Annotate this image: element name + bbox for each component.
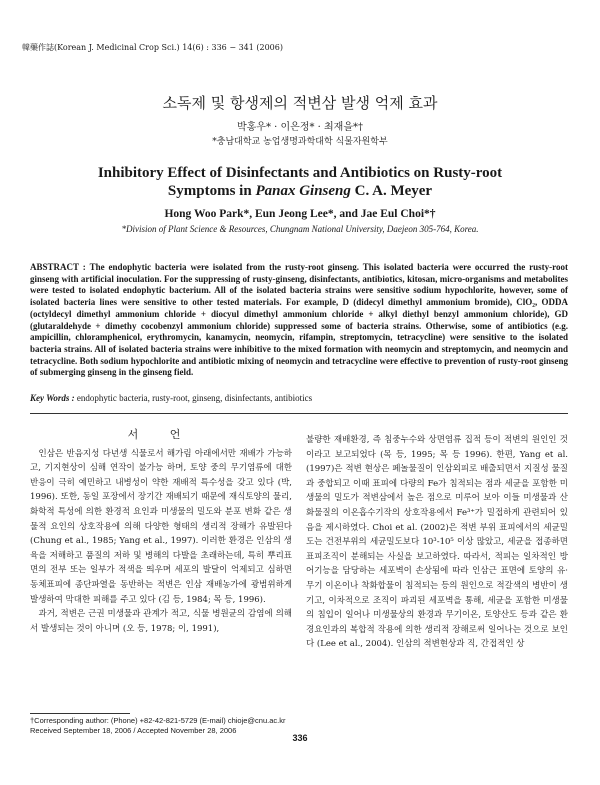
affiliation-korean: *충남대학교 농업생명과학대학 식물자원학부 xyxy=(212,137,388,147)
intro-paragraph-2: 과거, 적변은 근권 미생물과 관계가 적고, 식물 병원균의 감염에 의해서 발생되는 것이 아니며 (오 등, 1978; 이, 1991), xyxy=(30,609,292,634)
title-line2-post: C. A. Meyer xyxy=(350,183,433,199)
received-dates: Received September 18, 2006 / Accepted November 28, 2006 xyxy=(30,726,237,735)
left-column xyxy=(30,428,292,636)
title-english xyxy=(0,164,600,200)
affiliation-english: *Division of Plant Science & Resources, Chungnam National University, Daejeon 305-764, Korea. xyxy=(121,224,479,234)
section-divider xyxy=(30,413,568,414)
intro-paragraph-1: 인삼은 반음지성 다년생 식물로서 해가림 아래에서만 재배가 가능하고, 기지현상이 심해 연작이 불가능 하며, 토양 중의 무기염류에 대한 반응이 극히 예민하고 내병성이 약한 재배적 특수성을 갖고 있다 (박, 1996). 또한, 동일 포장에서 장기간 재배되기 때문에 재식토양의 물리, 화학적 특성에 의한 환경적 요인과 미생물의 밀도와 분포 변화 같은 생물적 요인의 상호작용에 의해 다양한 형태의 생리적 장해가 유발된다 (Chung et al., 1985; Yang et al., 1997). 이러한 환경은 인삼의 생육을 저해하고 품질의 저하 및 병해의 다발을 초래하는데, 특히 뿌리표면의 전부 또는 일부가 적색을 띄우며 세포의 발달이 억제되고 심하면 동체표피에 종단파열을 동반하는 적변은 인삼 재배농가에 광범위하게 발생하여 막대한 피해를 주고 있다 (김 등, 1984; 목 등, 1996). xyxy=(30,448,292,605)
title-english-line2 xyxy=(0,182,600,200)
corresponding-author: †Corresponding author: (Phone) +82-42-821-5729 (E-mail) chioje@cnu.ac.kr xyxy=(30,716,286,725)
journal-header: 韓藥作誌(Korean J. Medicinal Crop Sci.) 14(6) : 336 − 341 (2006) xyxy=(22,43,283,52)
title-english-line1: Inhibitory Effect of Disinfectants and Antibiotics on Rusty-root xyxy=(97,165,503,181)
authors-english: Hong Woo Park*, Eun Jeong Lee*, and Jae Eul Choi*† xyxy=(164,208,436,220)
title-korean: 소독제 및 항생제의 적변삼 발생 억제 효과 xyxy=(162,94,438,112)
authors-korean: 박홍우* · 이은정* · 최재을*† xyxy=(236,122,363,133)
page-number: 336 xyxy=(292,733,308,743)
title-line2-pre: Symptoms in xyxy=(167,183,256,199)
title-line2-species: Panax Ginseng xyxy=(255,183,351,199)
intro-paragraph-3: 불량한 재배환경, 즉 침중누수와 상면염류 집적 등이 적변의 원인인 것이라고 보고되었다 (목 등, 1995; 목 등 1996). 한편, Yang et al. (1997)은 적변 현상은 페놀물질이 인삼외피로 배출되면서 지질성 물질과 중합되고 이때 표피에 다량의 Fe가 침적되는 점과 세균을 포함한 미생물의 밀도가 적변삼에서 높은 점으로 미루어 보아 이들 미생물과 산화물질의 이온흡수기작의 상호작용에서 Fe³⁺가 밀접하게 관련되어 있음을 제시하였다. Choi et al. (2002)은 적변 부위 표피에서의 세균밀도는 건전부위의 세균밀도보다 10³-10⁵ 이상 많았고, 세균을 접종하면 표피조직이 분해되는 사실을 보고하였다. 따라서, 적피는 일차적인 방어기능을 담당하는 세포벽이 손상됨에 따라 인삼근 표면에 토양의 유·무기 이온이나 착화합물이 침적되는 등의 원인으로 적갈색의 병반이 생기고, 이차적으로 조직이 파괴된 세포벽을 통해, 세균을 포함한 미생물의 침입이 일어나 미생물상의 환경과 무기이온, 토양산도 등과 같은 환경요인과의 복합적 작용에 의한 생리적 장해로써 일어나는 것으로 보인다 (Lee et al., 2004). 인삼의 적변현상과 직, 간접적인 상 xyxy=(306,435,568,650)
section-heading-intro: 서 언 xyxy=(127,428,195,441)
keywords-text: endophytic bacteria, rusty-root, ginseng, disinfectants, antibiotics xyxy=(76,393,313,403)
keywords xyxy=(30,393,568,403)
abstract: ABSTRACT : The endophytic bacteria were isolated from the rusty-root ginseng. This isolated bacteria were occurred the rusty-root ginseng with artificial inoculation. For the suppressing of rusty-ginseng, disinfectants, antibiotics, kitosan, micro-organisms and metabolites were tested to isolated endophytic bacterium. All of the isolated bacteria strains were sensitive sodium hypochlorite, however, some of isolated bacteria lines were sensitive to other tested materials. For example, D (didecyl dimethyl ammonium bromide), ClO₂, ODDA (octyldecyl dimethyl ammonium chloride + diocyul dimethyl ammonium chloride + alkyl diethyl benzyl ammonium chloride), GD (glutaraldehyde + dimethy cocobenzyl ammonium chloride) suppressed some of bacteria strains. Otherwise, some of antibiotics (e.g. ampicillin, chloramphenicol, erythromycin, kanamycin, neomycin, rifampin, streptomycin, tetracycline) were sensitive to the isolated bacteria strains. All of isolated bacteria strains were inhibitive to the mixed formation with neomycin and streptomycin, and neomycin and tetracycline. Both sodium hypochlorite and antibiotic mixing of neomycin and tetracycline were effective to prevention of rusty-root ginseng of submerging ginseng in the ginseng field. xyxy=(30,262,568,378)
right-column xyxy=(306,433,568,652)
footnote-divider xyxy=(30,713,130,714)
keywords-label: Key Words : xyxy=(30,393,77,403)
